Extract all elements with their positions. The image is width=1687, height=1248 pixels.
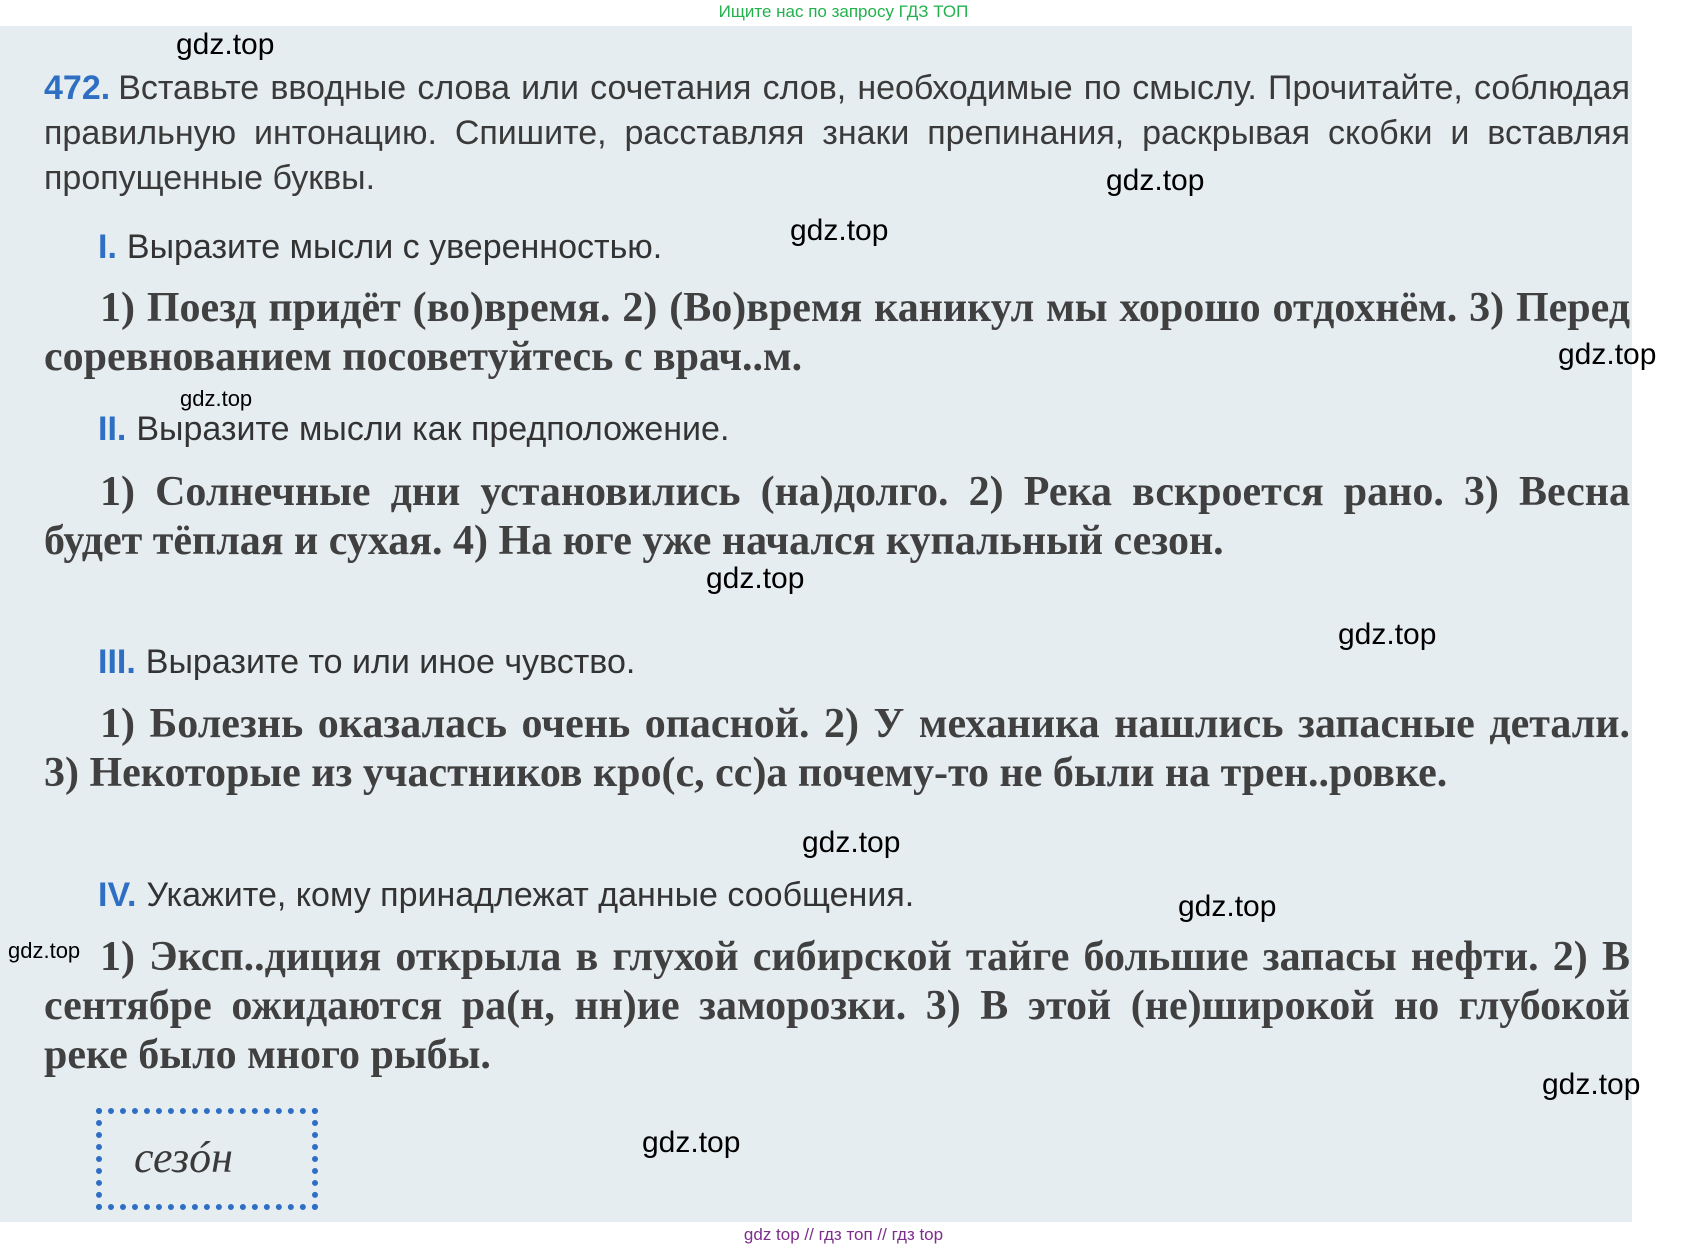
section-heading-4	[98, 876, 914, 915]
top-banner[interactable]: Ищите нас по запросу ГДЗ ТОП	[718, 2, 969, 21]
exercise-text-2: 1) Солнечные дни установились (на)долго. 2) Река вскроется рано. 3) Весна будет тёплая и сухая. 4) На юге уже начался купальный сезон.	[44, 469, 1630, 564]
watermark: gdz.top	[8, 938, 81, 963]
watermark: gdz.top	[1106, 164, 1205, 197]
section-heading-2	[98, 410, 729, 449]
exercise-text-1: 1) Поезд придёт (во)время. 2) (Во)время каникул мы хорошо отдохнём. 3) Перед соревнованием посоветуйтесь с врач..м.	[44, 285, 1630, 380]
task-text: Вставьте вводные слова или сочетания слов, необходимые по смыслу. Прочитайте, соблюдая правильную интонацию. Спишите, расставляя знаки препинания, раскрывая скобки и вставляя пропущенные буквы.	[44, 69, 1630, 197]
section-heading-text: Выразите мысли как предположение.	[136, 410, 730, 448]
section-heading-text: Выразите мысли с уверенностью.	[126, 228, 663, 266]
vocabulary-word: сезóн	[134, 1133, 233, 1182]
task-instructions	[44, 66, 1630, 201]
section-number: III.	[98, 643, 136, 681]
vocabulary-box	[96, 1108, 318, 1210]
watermark: gdz.top	[1558, 338, 1657, 371]
section-heading-1	[98, 228, 662, 267]
watermark: gdz.top	[642, 1126, 741, 1159]
section-number: I.	[98, 228, 117, 266]
watermark: gdz.top	[1178, 890, 1277, 923]
watermark: gdz.top	[790, 214, 889, 247]
watermark: gdz.top	[180, 386, 253, 411]
section-number: II.	[98, 410, 127, 448]
section-heading-text: Выразите то или иное чувство.	[145, 643, 636, 681]
watermark: gdz.top	[706, 562, 805, 595]
watermark: gdz.top	[1542, 1068, 1641, 1101]
watermark: gdz.top	[176, 28, 275, 61]
section-heading-3	[98, 643, 635, 682]
task-number: 472.	[44, 69, 111, 107]
section-number: IV.	[98, 876, 137, 914]
exercise-text-4: 1) Эксп..диция открыла в глухой сибирской тайге большие запасы нефти. 2) В сентябре ожидаются ра(н, нн)ие заморозки. 3) В этой (не)широкой но глубокой реке было много рыбы.	[44, 934, 1630, 1078]
bottom-banner[interactable]: gdz top // гдз топ // гдз top	[743, 1225, 944, 1244]
exercise-text-3: 1) Болезнь оказалась очень опасной. 2) У механика нашлись запасные детали. 3) Некоторые из участников кро(с, сс)а почему-то не были на трен..ровке.	[44, 701, 1630, 796]
watermark: gdz.top	[802, 826, 901, 859]
section-heading-text: Укажите, кому принадлежат данные сообщения.	[146, 876, 915, 914]
watermark: gdz.top	[1338, 618, 1437, 651]
